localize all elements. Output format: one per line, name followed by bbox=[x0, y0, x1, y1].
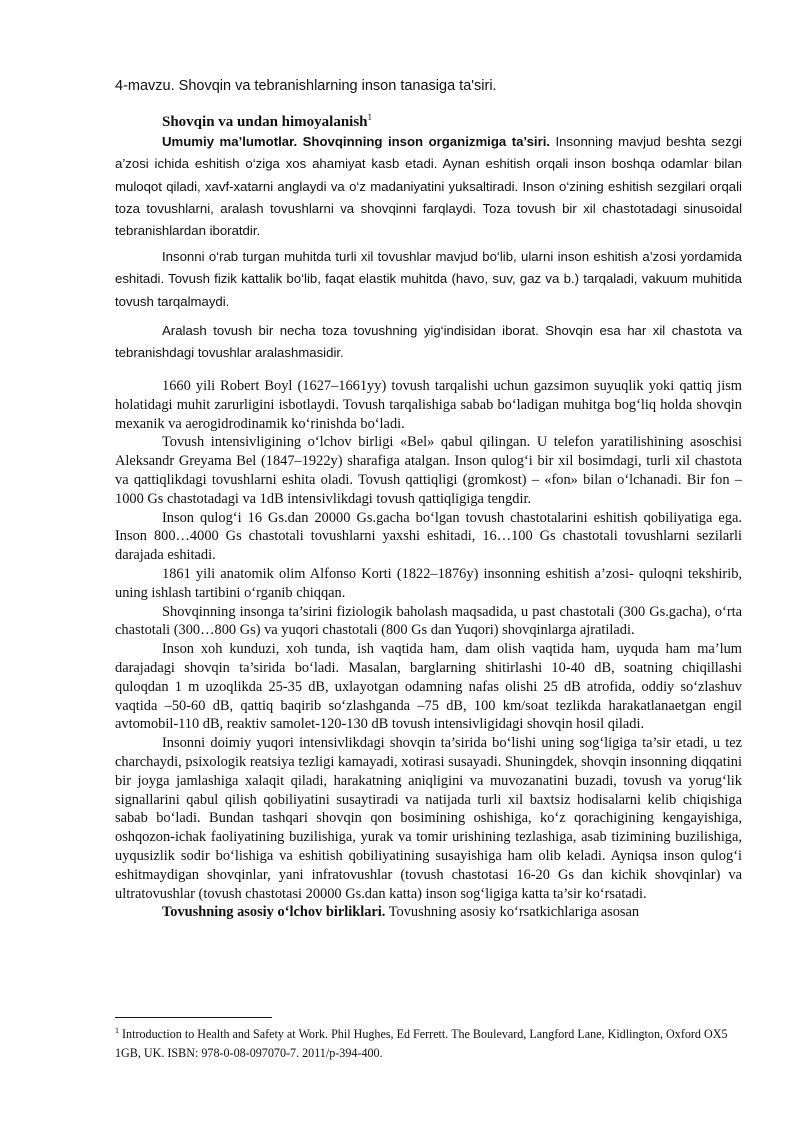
body-paragraph: Tovush intensivligining o‘lchov birligi «Bel» qabul qilingan. U telefon yaratilishining asoschisi Aleksandr Greyama Bel (1847–1922y) sharafiga atalgan. Inson qulog‘i bir xil bosimdagi, turli xil chastota va qattiqlikdagi tovushlarni eshita oladi. Tovush qattiqligi (gromkost) – «fon» bilan o‘lchanadi. Bir fon – 1000 Gs chastotadagi va 1dB intensivlikdagi tovush qattiqligiga tengdir. bbox=[115, 434, 742, 507]
section-title bbox=[162, 112, 372, 131]
footnote-ref[interactable]: 1 bbox=[367, 112, 373, 122]
footnote-separator bbox=[115, 1017, 272, 1018]
section-title-text: Shovqin va undan himoyalanish bbox=[162, 114, 368, 130]
body-paragraph: Inson qulog‘i 16 Gs.dan 20000 Gs.gacha bo‘lgan tovush chastotalarini eshitish qobiliyatiga ega. Inson 800…4000 Gs chastotali tovushlarni yaxshi eshitadi, 16…100 Gs chastotali tovushlarni sezilarli darajada eshitadi. bbox=[115, 509, 742, 564]
last-paragraph-lead: Tovushning asosiy o‘lchov birliklari. bbox=[162, 904, 386, 921]
body-paragraph: 1861 yili anatomik olim Alfonso Korti (1822–1876y) insonning eshitish a’zosi- quloqni tekshirib, uning ishlash tartibini o‘rganib chiqqan. bbox=[115, 565, 742, 601]
intro-paragraph bbox=[115, 131, 742, 242]
last-paragraph bbox=[115, 903, 742, 922]
body-paragraph: Insonni doimiy yuqori intensivlikdagi shovqin ta’sirida bo‘lishi uning sog‘ligiga ta’sir etadi, u tez charchaydi, psixologik reatsiya tezligi kamayadi, xotirasi susayadi. Shuningdek, shovqin insonning diqqatini bir joyga jamlashiga xalaqit qiladi, harakatning aniqligini va muvozanatini buzadi, tovush va yorug‘lik signallarini qabul qilish qobiliyatini susaytiradi va natijada turli xil baxtsiz hodisalarni kelib chiqishiga sabab bo‘ladi. Bundan tashqari shovqin qon bosimining oshishiga, ko‘z qorachigining kengayishiga, oshqozon-ichak faoliyatining buzilishiga, yurak va tomir urishining tezlashiga, asab tizimining buzilishiga, uyqusizlik sodir bo‘lishiga va eshitish qobiliyatining susayishiga ham olib keladi. Ayniqsa inson qulog‘i eshitmaydigan shovqinlar, yani infratovushlar (tovush chastotasi 16-20 Gs dan kichik shovqinlar) va ultratovushlar (tovush chastotasi 20000 Gs.dan katta) inson sog‘ligiga katta ta’sir ko‘rsatadi. bbox=[115, 735, 742, 902]
intro-text: Insonning mavjud beshta sezgi a’zosi ichida eshitish o‘ziga xos ahamiyat kasb etadi. Aynan eshitish orqali inson boshqa odamlar bilan muloqot qiladi, xavf-xatarni anglaydi va o‘z madaniyatini yuksaltiradi. Inson o‘zining eshitish sezgilari orqali toza tovushlarni, aralash tovushlarni va shovqinni farqlaydi. Toza tovush bir xil chastotadagi sinusoidal tebranishlardan iboratdir. bbox=[115, 134, 742, 239]
mixed-sound-text: Aralash tovush bir necha toza tovushning yig‘indisidan iborat. Shovqin esa har xil chastota va tebranishdagi tovushlar aralashmasidir. bbox=[115, 323, 742, 361]
body-paragraph: 1660 yili Robert Boyl (1627–1661yy) tovush tarqalishi uchun gazsimon suyuqlik yoki qattiq jism holatidagi muhit zarurligini isbotlaydi. Tovush tarqalishiga sabab bo‘ladigan muhitga bog‘liq holda shovqin mexanik va aerogidrodinamik ko‘rinishda bo‘ladi. bbox=[115, 378, 742, 432]
mixed-sound-paragraph bbox=[115, 320, 742, 365]
footnote bbox=[115, 1022, 742, 1062]
sound-medium-text: Insonni o‘rab turgan muhitda turli xil tovushlar mavjud bo‘lib, ularni inson eshitish a’zosi yordamida eshitadi. Tovush fizik kattalik bo‘lib, faqat elastik muhitda (havo, suv, gaz va b.) tarqaladi, vakuum muhitida tovush tarqalmaydi. bbox=[115, 249, 742, 309]
main-body bbox=[115, 377, 742, 922]
sound-medium-paragraph bbox=[115, 246, 742, 313]
body-paragraph: Inson xoh kunduzi, xoh tunda, ish vaqtida ham, dam olish vaqtida ham, uyquda ham ma’lum darajadagi shovqin ta’sirida bo‘ladi. Masalan, barglarning shitirlashi 10-40 dB, soatning chiqillashi quloqdan 1 m uzoqlikda 25-35 dB, uxlayotgan odamning nafas olishi 25 dB atrofida, oddiy so‘zlashuv vaqtida –50-60 dB, qattiq baqirib so‘zlashganda –75 dB, 100 km/soat tezlikda harakatlanaetgan engil avtomobil-110 dB, reaktiv samolet-120-130 dB tovush intensivligidagi shovqin hosil qiladi. bbox=[115, 641, 742, 733]
last-paragraph-text: Tovushning asosiy ko‘rsatkichlariga asosan bbox=[385, 904, 640, 921]
footnote-number: 1 bbox=[115, 1026, 119, 1035]
body-paragraph: Shovqinning insonga ta’sirini fiziologik baholash maqsadida, u past chastotali (300 Gs.gacha), o‘rta chastotali (300…800 Gs) va yuqori chastotali (800 Gs dan Yuqori) shovqinlarga ajratiladi. bbox=[115, 603, 742, 639]
intro-lead: Umumiy ma’lumotlar. Shovqinning inson organizmiga ta’siri. bbox=[162, 134, 551, 149]
topic-heading: 4-mavzu. Shovqin va tebranishlarning inson tanasiga ta'siri. bbox=[115, 78, 497, 94]
footnote-text: Introduction to Health and Safety at Work. Phil Hughes, Ed Ferrett. The Boulevard, Langford Lane, Kidlington, Oxford OX5 1GB, UK. ISBN: 978-0-08-097070-7. 2011/p-394-400. bbox=[115, 1027, 728, 1060]
